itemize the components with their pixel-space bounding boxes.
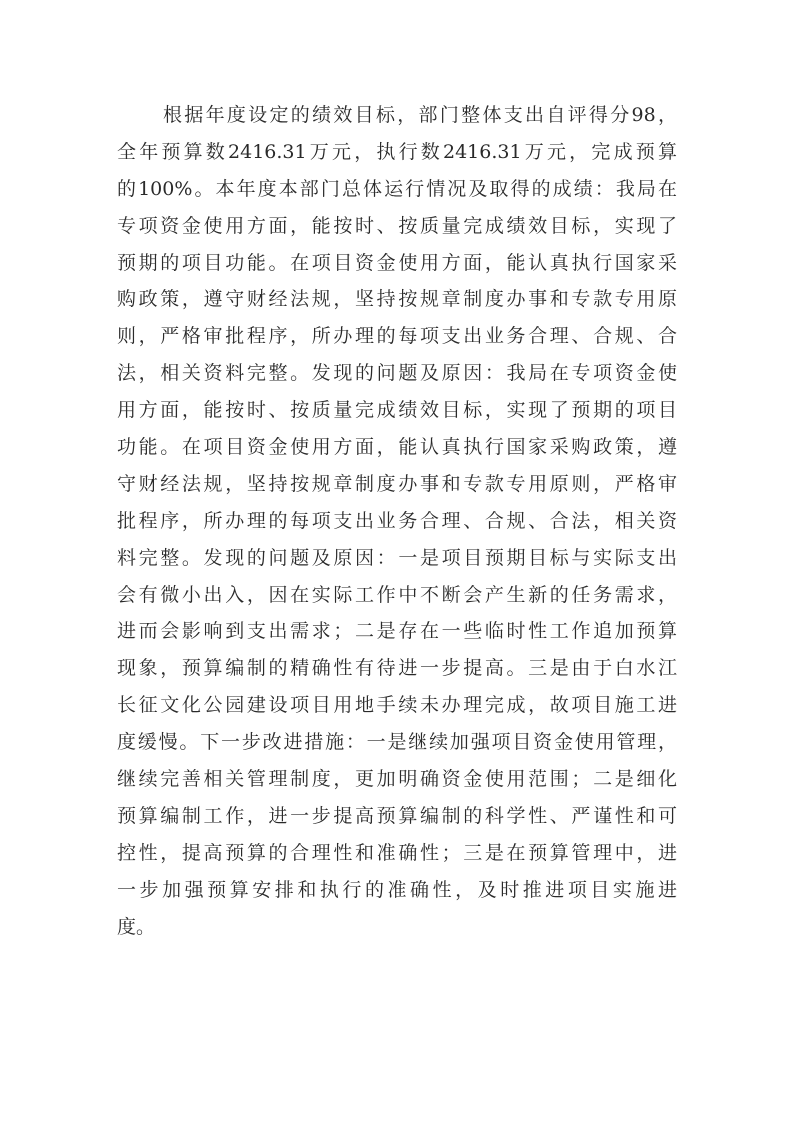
paragraph-line: 的100%。本年度本部门总体运行情况及取得的成绩：我局在 <box>117 177 677 200</box>
paragraph-line: 度。 <box>117 915 156 938</box>
paragraph-line: 长征文化公园建设项目用地手续未办理完成，故项目施工进 <box>117 694 677 717</box>
paragraph-line: 一步加强预算安排和执行的准确性，及时推进项目实施进 <box>117 878 677 901</box>
paragraph-line: 则，严格审批程序，所办理的每项支出业务合理、合规、合 <box>117 325 677 348</box>
paragraph-line: 预期的项目功能。在项目资金使用方面，能认真执行国家采 <box>117 251 677 274</box>
paragraph-line: 守财经法规，坚持按规章制度办事和专款专用原则，严格审 <box>117 472 677 495</box>
paragraph-line: 控性，提高预算的合理性和准确性；三是在预算管理中，进 <box>117 841 677 864</box>
paragraph-line: 料完整。发现的问题及原因：一是项目预期目标与实际支出 <box>117 546 677 569</box>
paragraph-line: 度缓慢。下一步改进措施：一是继续加强项目资金使用管理， <box>117 731 677 754</box>
paragraph-line: 专项资金使用方面，能按时、按质量完成绩效目标，实现了 <box>117 214 677 237</box>
paragraph-line: 预算编制工作，进一步提高预算编制的科学性、严谨性和可 <box>117 804 677 827</box>
paragraph-line: 购政策，遵守财经法规，坚持按规章制度办事和专款专用原 <box>117 288 677 311</box>
paragraph-line: 现象，预算编制的精确性有待进一步提高。三是由于白水江 <box>117 657 677 680</box>
paragraph-line: 继续完善相关管理制度，更加明确资金使用范围；二是细化 <box>117 768 677 791</box>
body-paragraph <box>117 97 677 945</box>
paragraph-line: 功能。在项目资金使用方面，能认真执行国家采购政策，遵 <box>117 436 677 459</box>
paragraph-line: 会有微小出入，因在实际工作中不断会产生新的任务需求， <box>117 583 677 606</box>
paragraph-line: 批程序，所办理的每项支出业务合理、合规、合法，相关资 <box>117 509 677 532</box>
paragraph-line: 根据年度设定的绩效目标，部门整体支出自评得分98， <box>163 104 677 126</box>
paragraph-line: 用方面，能按时、按质量完成绩效目标，实现了预期的项目 <box>117 399 677 422</box>
paragraph-line: 法，相关资料完整。发现的问题及原因：我局在专项资金使 <box>117 362 677 385</box>
paragraph-line: 全年预算数2416.31万元，执行数2416.31万元，完成预算 <box>117 140 677 163</box>
paragraph-line: 进而会影响到支出需求；二是存在一些临时性工作追加预算 <box>117 620 677 643</box>
